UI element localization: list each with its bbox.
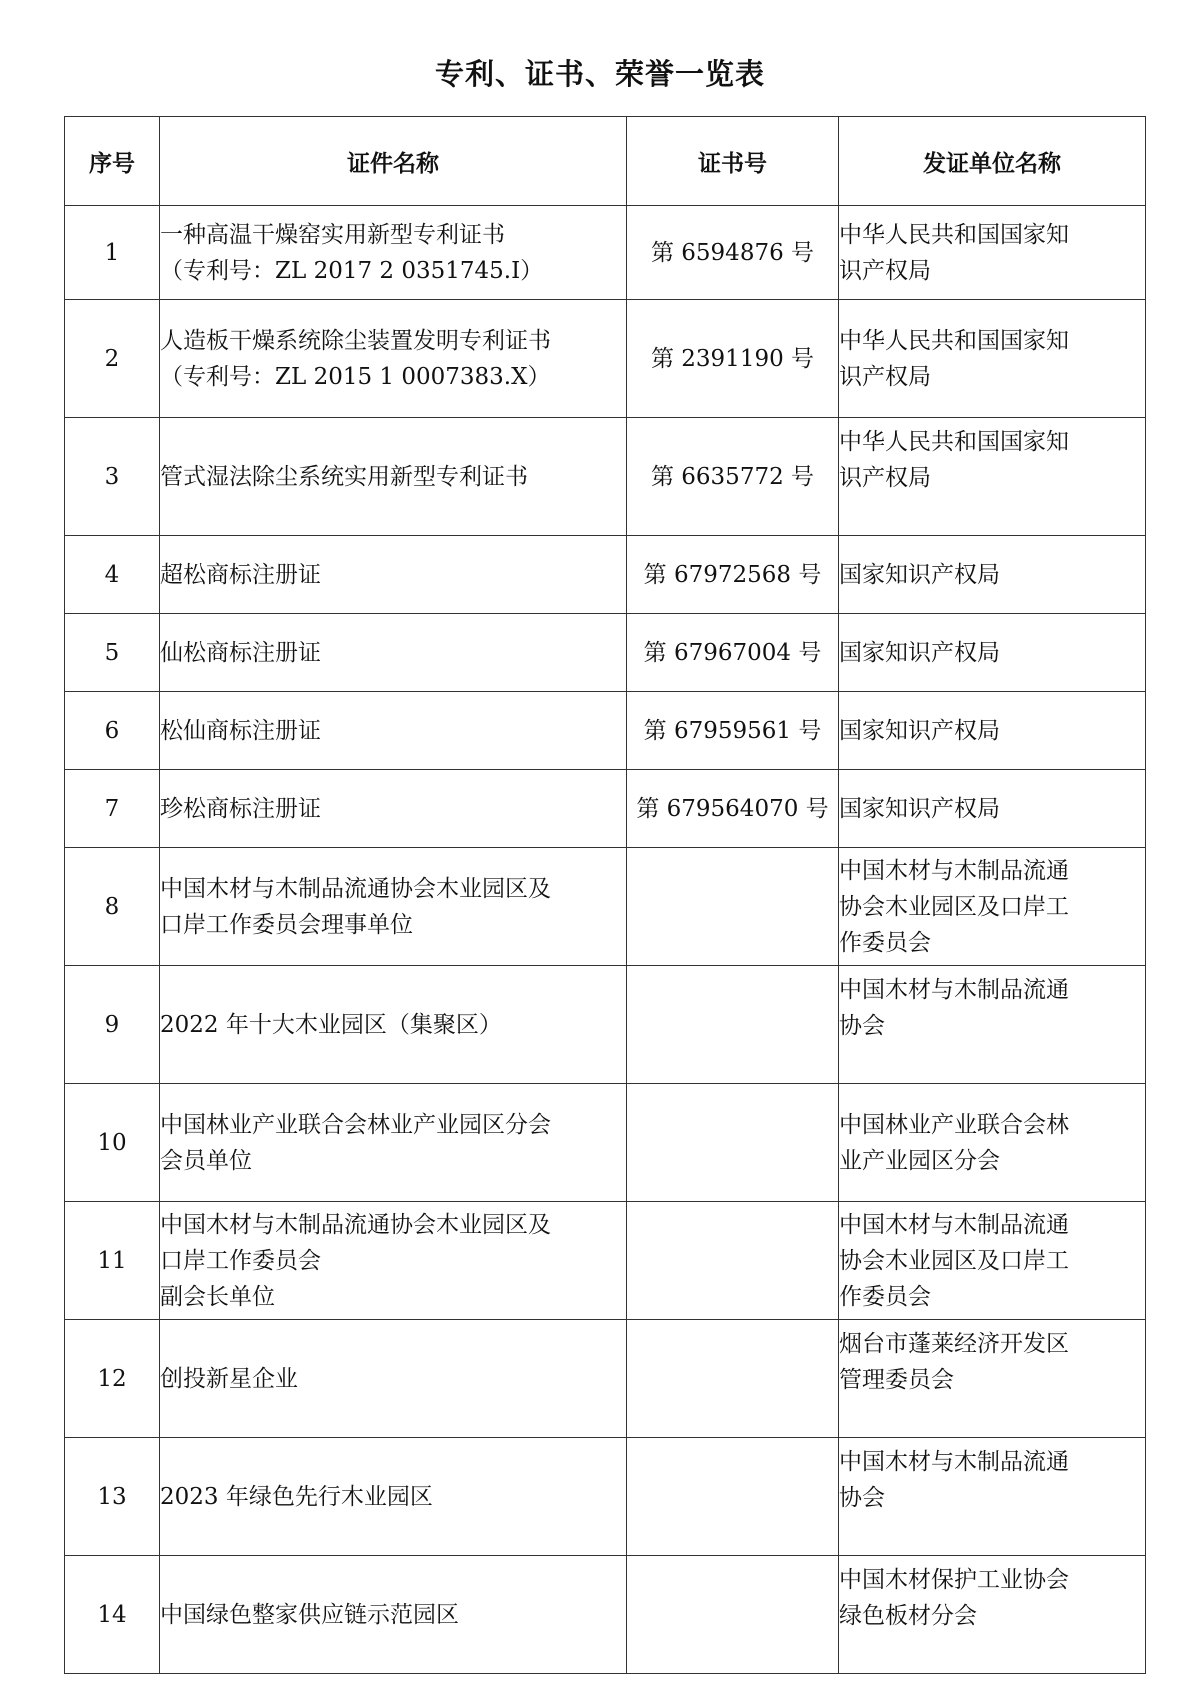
issuing-authority <box>839 614 1146 692</box>
certificate-name <box>160 966 627 1084</box>
certificate-name <box>160 770 627 848</box>
row-number: 12 <box>65 1320 160 1438</box>
certificate-name-line: 管式湿法除尘系统实用新型专利证书 <box>160 463 528 490</box>
row-number: 11 <box>65 1202 160 1320</box>
certificate-name <box>160 1320 627 1438</box>
certificate-name-line: 仙松商标注册证 <box>160 639 321 666</box>
certificate-name-line: 一种高温干燥窑实用新型专利证书 <box>160 221 505 248</box>
certificate-number: 第 67967004 号 <box>627 614 839 692</box>
certificate-name <box>160 614 627 692</box>
issuing-authority-line: 国家知识产权局 <box>839 639 1000 666</box>
issuing-authority <box>839 966 1146 1084</box>
issuing-authority-line: 协会木业园区及口岸工 <box>839 893 1069 920</box>
table-row <box>65 1556 1146 1674</box>
certificate-number <box>627 848 839 966</box>
table-row <box>65 536 1146 614</box>
certificate-name <box>160 692 627 770</box>
issuing-authority-line: 中国木材保护工业协会 <box>839 1567 1069 1593</box>
certificate-number: 第 67959561 号 <box>627 692 839 770</box>
certificate-number <box>627 1320 839 1438</box>
issuing-authority-line: 中国木材与木制品流通 <box>839 1449 1069 1475</box>
row-number: 2 <box>65 300 160 418</box>
certificate-name-line: 珍松商标注册证 <box>160 795 321 822</box>
table-row <box>65 1084 1146 1202</box>
certificate-name-line: 副会长单位 <box>160 1283 275 1310</box>
table-row <box>65 692 1146 770</box>
row-number: 8 <box>65 848 160 966</box>
issuing-authority-line: 作委员会 <box>839 929 931 956</box>
certificate-number: 第 6594876 号 <box>627 206 839 300</box>
row-number: 5 <box>65 614 160 692</box>
table-row <box>65 206 1146 300</box>
row-number: 1 <box>65 206 160 300</box>
certificate-name-line: 中国绿色整家供应链示范园区 <box>160 1601 459 1628</box>
row-number: 6 <box>65 692 160 770</box>
column-header-name: 证件名称 <box>160 117 627 206</box>
certificate-name-line: 口岸工作委员会理事单位 <box>160 911 413 938</box>
issuing-authority <box>839 206 1146 300</box>
table-row <box>65 770 1146 848</box>
certificate-name-line: 2023 年绿色先行木业园区 <box>160 1483 433 1510</box>
table-row <box>65 1202 1146 1320</box>
issuing-authority-line: 中华人民共和国国家知 <box>839 221 1069 248</box>
table-row <box>65 418 1146 536</box>
certificate-name-line: （专利号：ZL 2017 2 0351745.I） <box>160 257 544 284</box>
certificate-number: 第 6635772 号 <box>627 418 839 536</box>
table-header-row <box>65 117 1146 206</box>
table-row <box>65 1320 1146 1438</box>
issuing-authority <box>839 536 1146 614</box>
issuing-authority <box>839 692 1146 770</box>
certificate-name-line: 口岸工作委员会 <box>160 1247 321 1274</box>
certificate-number: 第 679564070 号 <box>627 770 839 848</box>
issuing-authority-line: 中华人民共和国国家知 <box>839 429 1069 455</box>
certificate-name-line: 会员单位 <box>160 1147 252 1174</box>
certificate-name-line: （专利号：ZL 2015 1 0007383.X） <box>160 363 551 390</box>
issuing-authority-line: 绿色板材分会 <box>839 1603 977 1629</box>
issuing-authority-line: 识产权局 <box>839 257 931 284</box>
issuing-authority-line: 业产业园区分会 <box>839 1147 1000 1174</box>
issuing-authority <box>839 1556 1146 1674</box>
issuing-authority-line: 识产权局 <box>839 465 931 491</box>
issuing-authority-line: 国家知识产权局 <box>839 561 1000 588</box>
table-row <box>65 300 1146 418</box>
issuing-authority <box>839 1438 1146 1556</box>
table-row <box>65 614 1146 692</box>
certificate-name-line: 松仙商标注册证 <box>160 717 321 744</box>
issuing-authority-line: 协会 <box>839 1013 885 1039</box>
certificate-name <box>160 848 627 966</box>
certificate-name <box>160 1202 627 1320</box>
column-header-issuer: 发证单位名称 <box>839 117 1146 206</box>
issuing-authority <box>839 1202 1146 1320</box>
issuing-authority-line: 国家知识产权局 <box>839 795 1000 822</box>
column-header-cert-no: 证书号 <box>627 117 839 206</box>
page-title: 专利、证书、荣誉一览表 <box>434 57 765 91</box>
certificate-number: 第 2391190 号 <box>627 300 839 418</box>
issuing-authority-line: 协会木业园区及口岸工 <box>839 1247 1069 1274</box>
issuing-authority-line: 中国木材与木制品流通 <box>839 857 1069 884</box>
row-number: 14 <box>65 1556 160 1674</box>
column-header-number: 序号 <box>65 117 160 206</box>
table-row <box>65 848 1146 966</box>
certificate-name <box>160 300 627 418</box>
certificate-name <box>160 1084 627 1202</box>
issuing-authority <box>839 1084 1146 1202</box>
certificate-name-line: 中国林业产业联合会林业产业园区分会 <box>160 1111 551 1138</box>
issuing-authority-line: 中国木材与木制品流通 <box>839 1211 1069 1238</box>
issuing-authority-line: 中华人民共和国国家知 <box>839 327 1069 354</box>
issuing-authority-line: 中国林业产业联合会林 <box>839 1111 1069 1138</box>
issuing-authority <box>839 1320 1146 1438</box>
issuing-authority-line: 中国木材与木制品流通 <box>839 977 1069 1003</box>
certificate-number: 第 67972568 号 <box>627 536 839 614</box>
certificate-name <box>160 1556 627 1674</box>
row-number: 3 <box>65 418 160 536</box>
row-number: 13 <box>65 1438 160 1556</box>
row-number: 4 <box>65 536 160 614</box>
certificate-number <box>627 1202 839 1320</box>
certificate-name-line: 超松商标注册证 <box>160 561 321 588</box>
issuing-authority <box>839 418 1146 536</box>
table-row <box>65 1438 1146 1556</box>
certificate-name-line: 中国木材与木制品流通协会木业园区及 <box>160 1211 551 1238</box>
certificate-name <box>160 418 627 536</box>
row-number: 10 <box>65 1084 160 1202</box>
issuing-authority-line: 国家知识产权局 <box>839 717 1000 744</box>
certificate-name-line: 创投新星企业 <box>160 1365 298 1392</box>
certificate-name <box>160 1438 627 1556</box>
certificate-number <box>627 1084 839 1202</box>
issuing-authority-line: 识产权局 <box>839 363 931 390</box>
certificate-name <box>160 536 627 614</box>
certificate-name-line: 中国木材与木制品流通协会木业园区及 <box>160 875 551 902</box>
certificate-number <box>627 966 839 1084</box>
row-number: 9 <box>65 966 160 1084</box>
issuing-authority-line: 烟台市蓬莱经济开发区 <box>839 1331 1069 1357</box>
issuing-authority <box>839 770 1146 848</box>
certificate-name-line: 2022 年十大木业园区（集聚区） <box>160 1011 502 1038</box>
issuing-authority-line: 管理委员会 <box>839 1367 954 1393</box>
row-number: 7 <box>65 770 160 848</box>
honors-table <box>64 116 1146 1674</box>
issuing-authority <box>839 848 1146 966</box>
issuing-authority <box>839 300 1146 418</box>
certificate-number <box>627 1556 839 1674</box>
certificate-number <box>627 1438 839 1556</box>
table-row <box>65 966 1146 1084</box>
issuing-authority-line: 协会 <box>839 1485 885 1511</box>
issuing-authority-line: 作委员会 <box>839 1283 931 1310</box>
certificate-name-line: 人造板干燥系统除尘装置发明专利证书 <box>160 327 551 354</box>
certificate-name <box>160 206 627 300</box>
